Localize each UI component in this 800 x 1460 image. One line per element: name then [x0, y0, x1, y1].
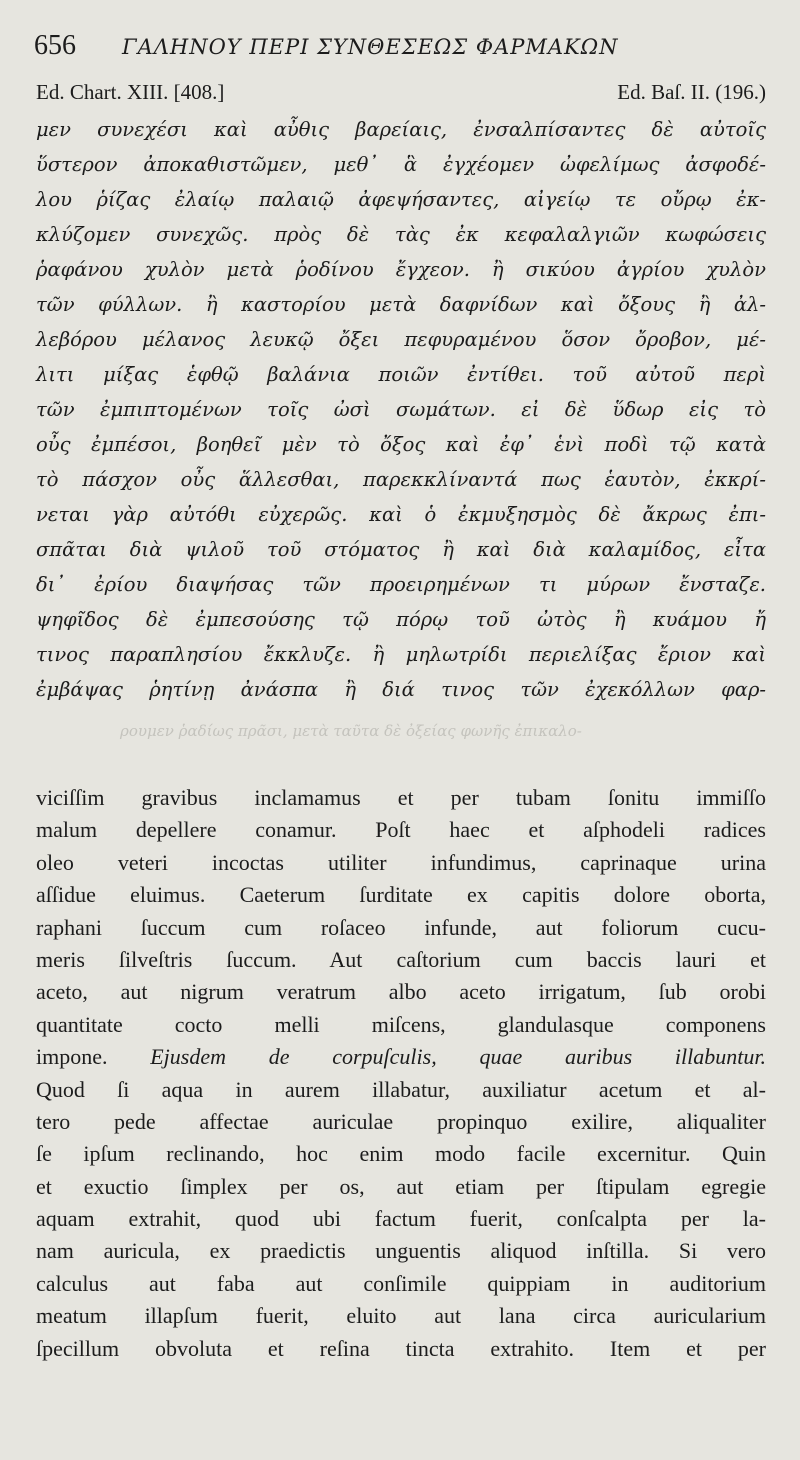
latin-line-text: et exuctio ſimplex per os, aut etiam per ſtipulam egregie — [36, 1173, 766, 1199]
latin-text-line — [36, 1235, 766, 1267]
latin-text-line — [36, 782, 766, 814]
greek-text-line: μεν συνεχέσι καὶ αὖθις βαρείαις, ἐνσαλπίσαντες δὲ αὐτοῖς — [36, 118, 766, 141]
greek-text-line: οὖς ἐμπέσοι, βοηθεῖ μὲν τὸ ὄξος καὶ ἐφ᾽ ἑνὶ ποδὶ τῷ κατὰ — [36, 433, 766, 456]
edition-reference-right: Ed. Baſ. II. (196.) — [617, 80, 766, 104]
greek-text-line: ὕστερον ἀποκαθιστῶμεν, μεθ᾽ ἃ ἐγχέομεν ὠφελίμως ἀσφοδέ- — [36, 153, 766, 176]
latin-text-line — [36, 976, 766, 1008]
latin-line-text: oleo veteri incoctas utiliter infundimus, caprinaque urina — [36, 849, 766, 875]
greek-text-line: δι᾽ ἐρίου διαψήσας τῶν προειρημένων τι μύρων ἔνσταζε. — [36, 573, 766, 596]
latin-text-line — [36, 1268, 766, 1300]
latin-text-line — [36, 879, 766, 911]
latin-line-text: meris ſilveſtris ſuccum. Aut caſtorium cum baccis lauri et — [36, 946, 766, 972]
latin-line-text: Quod ſi aqua in aurem illabatur, auxiliatur acetum et al- — [36, 1076, 766, 1102]
latin-line-text: impone. — [36, 1044, 108, 1070]
latin-text-line — [36, 1203, 766, 1235]
greek-text-line: ἐμβάψας ῥητίνῃ ἀνάσπα ἢ διά τινος τῶν ἐχεκόλλων φαρ- — [36, 678, 766, 701]
greek-text-line: λεβόρου μέλανος λευκῷ ὄξει πεφυραμένου ὅσον ὄροβον, μέ- — [36, 328, 766, 351]
page-header — [34, 30, 774, 64]
greek-text-line: τῶν ἐμπιπτομένων τοῖς ὠσὶ σωμάτων. εἰ δὲ ὕδωρ εἰς τὸ — [36, 398, 766, 421]
latin-text-line — [36, 814, 766, 846]
page-number: 656 — [34, 30, 76, 61]
greek-text-line: λου ῥίζας ἐλαίῳ παλαιῷ ἀφεψήσαντες, αἰγείῳ τε οὔρῳ ἐκ- — [36, 188, 766, 211]
latin-line-text: calculus aut faba aut conſimile quippiam in auditorium — [36, 1270, 766, 1296]
latin-text-line — [36, 1106, 766, 1138]
latin-line-text: malum depellere conamur. Poſt haec et aſphodeli radices — [36, 817, 766, 843]
latin-line-text: aquam extrahit, quod ubi factum fuerit, conſcalpta per la- — [36, 1206, 766, 1232]
greek-text-line: λιτι μίξας ἑφθῷ βαλάνια ποιῶν ἐντίθει. τοῦ αὐτοῦ περὶ — [36, 363, 766, 386]
latin-text-line — [36, 1009, 766, 1041]
greek-text-line: ῥαφάνου χυλὸν μετὰ ῥοδίνου ἔγχεον. ἢ σικύου ἀγρίου χυλὸν — [36, 258, 766, 281]
latin-text-line — [36, 912, 766, 944]
greek-text-line: τινος παραπλησίου ἔκκλυζε. ἢ μηλωτρίδι περιελίξας ἔριον καὶ — [36, 643, 766, 666]
latin-line-text: quantitate cocto melli miſcens, glandulasque componens — [36, 1011, 766, 1037]
greek-text-block — [36, 112, 766, 707]
latin-line-text: tero pede affectae auriculae propinquo exilire, aliqualiter — [36, 1108, 766, 1134]
greek-text-line: σπᾶται διὰ ψιλοῦ τοῦ στόματος ἢ καὶ διὰ καλαμίδος, εἶτα — [36, 538, 766, 561]
latin-line-text: nam auricula, ex praedictis unguentis aliquod inſtilla. Si vero — [36, 1238, 766, 1264]
latin-text-line — [36, 847, 766, 879]
latin-text-line — [36, 1171, 766, 1203]
latin-text-line — [36, 1041, 766, 1073]
latin-text-line — [36, 1074, 766, 1106]
edition-reference-left: Ed. Chart. XIII. [408.] — [36, 80, 225, 104]
latin-text-line — [36, 1300, 766, 1332]
running-title: ΓΑΛΗΝΟΥ ΠΕΡΙ ΣΥΝΘΕΣΕΩΣ ΦΑΡΜΑΚΩΝ — [122, 35, 619, 59]
edition-reference-line — [36, 80, 766, 104]
latin-text-line — [36, 944, 766, 976]
greek-text-line: ψηφῖδος δὲ ἐμπεσούσης τῷ πόρῳ τοῦ ὠτὸς ἢ κυάμου ἤ — [36, 608, 766, 631]
latin-line-text: meatum illapſum fuerit, eluito aut lana circa auricularium — [36, 1303, 766, 1329]
greek-text-line: τῶν φύλλων. ἢ καστορίου μετὰ δαφνίδων καὶ ὄξους ἢ ἀλ- — [36, 293, 766, 316]
latin-line-text: ſpecillum obvoluta et reſina tincta extrahito. Item et per — [36, 1335, 766, 1361]
bleed-through-text: ρουμεν ῥαδίως πρᾶσι, μετὰ ταῦτα δὲ ὀξείας φωνῆς ἐπικαλο- — [120, 722, 582, 740]
greek-text-line: κλύζομεν συνεχῶς. πρὸς δὲ τὰς ἐκ κεφαλαλγιῶν κωφώσεις — [36, 223, 766, 246]
greek-text-line: νεται γὰρ αὐτόθι εὐχερῶς. καὶ ὁ ἐκμυξησμὸς δὲ ἄκρως ἐπι- — [36, 503, 766, 526]
latin-line-text: raphani ſuccum cum roſaceo infunde, aut foliorum cucu- — [36, 914, 766, 940]
latin-text-line — [36, 1333, 766, 1365]
latin-text-block — [36, 782, 766, 1365]
latin-text-line — [36, 1138, 766, 1170]
greek-text-line: τὸ πάσχον οὖς ἅλλεσθαι, παρεκκλίναντά πως ἑαυτὸν, ἐκκρί- — [36, 468, 766, 491]
latin-line-text: viciſſim gravibus inclamamus et per tubam ſonitu immiſſo — [36, 785, 766, 810]
section-heading-italic: Ejusdem de corpuſculis, quae auribus illabuntur. — [150, 1044, 766, 1070]
latin-line-text: aceto, aut nigrum veratrum albo aceto irrigatum, ſub orobi — [36, 979, 766, 1005]
latin-line-text: aſſidue eluimus. Caeterum ſurditate ex capitis dolore oborta, — [36, 882, 766, 908]
latin-line-text: ſe ipſum reclinando, hoc enim modo facile excernitur. Quin — [36, 1141, 766, 1167]
